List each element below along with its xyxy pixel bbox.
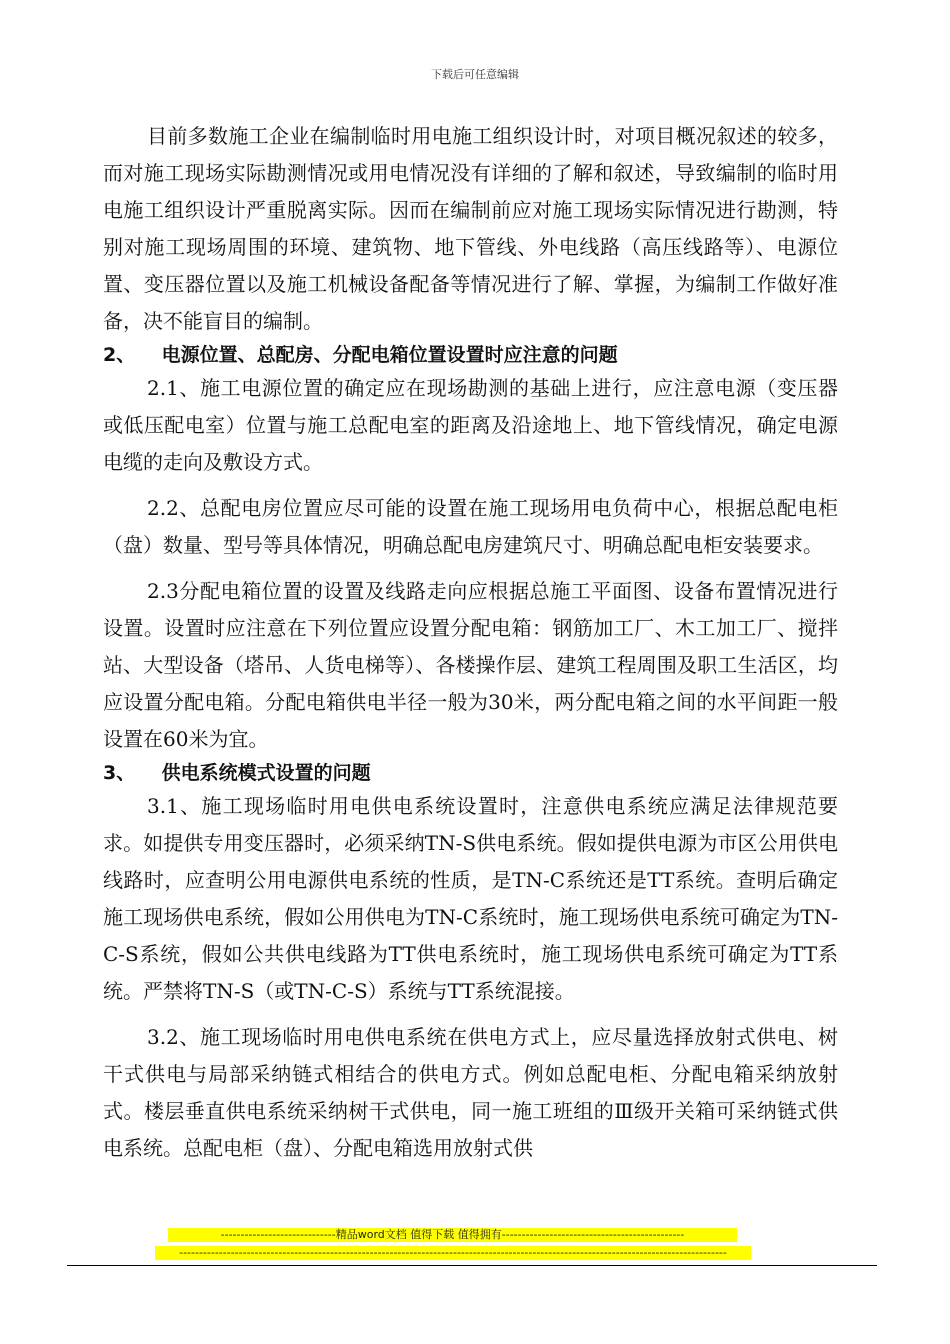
section-2-heading: 2、 电源位置、总配房、分配电箱位置设置时应注意的问题: [103, 344, 618, 366]
footer-rule: [67, 1265, 877, 1266]
footer-dashes: ------------------------------------------------------------------------------------------------------------------------------------------: [155, 1246, 751, 1260]
section-3-heading: 3、 供电系统模式设置的问题: [103, 762, 371, 784]
intro-paragraph: 目前多数施工企业在编制临时用电施工组织设计时，对项目概况叙述的较多，而对施工现场实际勘测情况或用电情况没有详细的了解和叙述，导致编制的临时用电施工组织设计严重脱离实际。因而在编制前应对施工现场实际情况进行勘测，特别对施工现场周围的环境、建筑物、地下管线、外电线路（高压线路等）、电源位置、变压器位置以及施工机械设备配备等情况进行了解、掌握，为编制工作做好准备，决不能盲目的编制。: [103, 124, 838, 333]
paragraph-2-1: 2.1、施工电源位置的确定应在现场勘测的基础上进行，应注意电源（变压器或低压配电室）位置与施工总配电室的距离及沿途地上、地下管线情况，确定电源电缆的走向及敷设方式。: [103, 376, 838, 474]
paragraph-3-2: 3.2、施工现场临时用电供电系统在供电方式上，应尽量选择放射式供电、树干式供电与局部采纳链式相结合的供电方式。例如总配电柜、分配电箱采纳放射式。楼层垂直供电系统采纳树干式供电，同一施工班组的Ⅲ级开关箱可采纳链式供电系统。总配电柜（盘）、分配电箱选用放射式供: [103, 1025, 838, 1160]
paragraph-2-3: 2.3分配电箱位置的设置及线路走向应根据总施工平面图、设备布置情况进行设置。设置时应注意在下列位置应设置分配电箱：钢筋加工厂、木工加工厂、搅拌站、大型设备（塔吊、人货电梯等）、各楼操作层、建筑工程周围及职工生活区，均应设置分配电箱。分配电箱供电半径一般为30米，两分配电箱之间的水平间距一般设置在60米为宜。: [103, 579, 838, 751]
document-body: [103, 118, 838, 1167]
paragraph-2-2: 2.2、总配电房位置应尽可能的设置在施工现场用电负荷中心，根据总配电柜（盘）数量、型号等具体情况，明确总配电房建筑尺寸、明确总配电柜安装要求。: [103, 496, 838, 557]
footer-banner: -----------------------------精品word文档 值得下载 值得拥有----------------------------------------------: [168, 1228, 737, 1242]
page-header-note: 下载后可任意编辑: [431, 68, 519, 81]
paragraph-3-1: 3.1、施工现场临时用电供电系统设置时，注意供电系统应满足法律规范要求。如提供专用变压器时，必须采纳TN-S供电系统。假如提供电源为市区公用供电线路时，应查明公用电源供电系统的性质，是TN-C系统还是TT系统。查明后确定施工现场供电系统，假如公用供电为TN-C系统时，施工现场供电系统可确定为TN-C-S系统，假如公共供电线路为TT供电系统时，施工现场供电系统可确定为TT系统。严禁将TN-S（或TN-C-S）系统与TT系统混接。: [103, 794, 838, 1003]
